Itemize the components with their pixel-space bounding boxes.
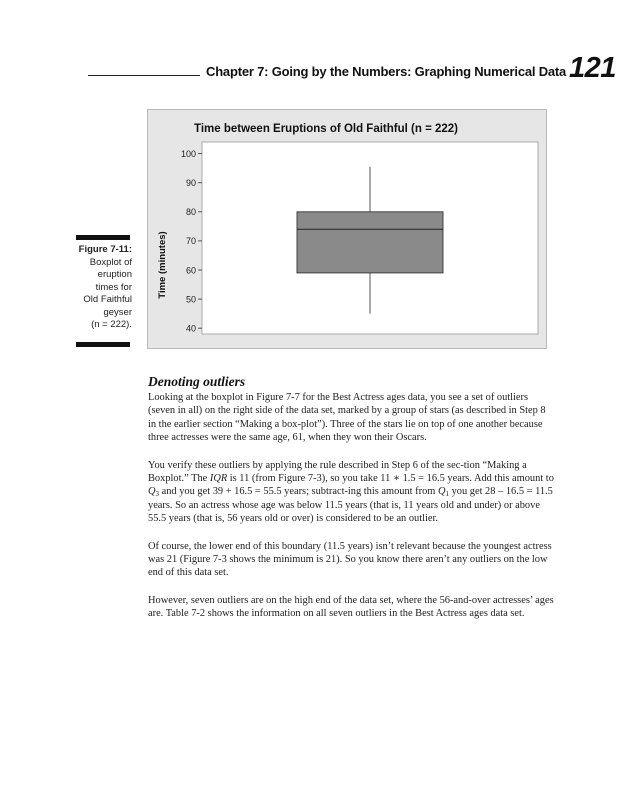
y-tick-label: 70 — [185, 236, 196, 247]
chart-title: Time between Eruptions of Old Faithful (n = 222) — [194, 123, 458, 135]
section-heading: Denoting outliers — [148, 374, 246, 389]
figure-rule-bottom — [76, 342, 130, 347]
chapter-title: Chapter 7: Going by the Numbers: Graphing Numerical Data — [206, 64, 567, 79]
y-axis-label: Time (minutes) — [157, 231, 168, 299]
figure-rule-top — [76, 235, 130, 240]
y-tick-label: 50 — [185, 294, 196, 305]
caption-line: eruption — [97, 269, 132, 280]
y-tick-label: 60 — [185, 265, 196, 276]
figure-label: Figure 7-11: — [78, 244, 132, 255]
paragraph: Of course, the lower end of this boundary (11.5 years) isn’t relevant because the youngest actress was 21 (Figure 7-3 shows the minimum is 21). So you know there aren’t any outliers on the low end of this data set. — [148, 540, 552, 579]
caption-line: Boxplot of — [89, 256, 132, 268]
y-tick-label: 80 — [185, 207, 196, 218]
caption-line: times for — [95, 281, 132, 293]
paragraph: You verify these outliers by applying the rule described in Step 6 of the sec-tion “Making a Boxplot.” The IQR is 11 (from Figure 7-3), so you take 11 ∗ 1.5 = 16.5 years. Add this amount to $Q_3$ and you get 39 + 16.5 = 55.5 years; subtract-ing this amount from $Q_1$ you get 28 – 16.5 = 11.5 years. So an actress whose age was below 11.5 years (that is, 11 years old and under) or above 55.5 years (that is, 56 years old or over) is considered to be an outlier. — [148, 459, 554, 525]
header-rule — [88, 75, 200, 76]
box-iqr — [297, 212, 443, 273]
boxplot-figure — [147, 109, 547, 349]
page-number: 121 — [569, 52, 616, 84]
caption-line: Old Faithful — [83, 294, 132, 305]
figure-caption — [60, 244, 132, 332]
caption-n: (n = 222). — [91, 319, 132, 330]
caption-line: geyser — [103, 306, 132, 318]
boxplot-chart — [148, 110, 548, 350]
body-text — [148, 391, 554, 635]
y-tick-label: 100 — [180, 148, 196, 159]
paragraph: Looking at the boxplot in Figure 7-7 for the Best Actress ages data, you see a set of outliers (seven in all) on the right side of the data set, marked by a group of stars (as described in Step 8 in the earlier section “Making a box-plot”). Three of the stars lie on top of one another because three actresses were the same age, 61, when they won their Oscars. — [148, 392, 546, 444]
y-tick-label: 90 — [185, 178, 196, 189]
paragraph: However, seven outliers are on the high end of the data set, where the 56-and-over actresses’ ages are. Table 7-2 shows the information on all seven outliers in the Best Actress ages data set. — [148, 594, 554, 620]
y-tick-label: 40 — [185, 323, 196, 334]
